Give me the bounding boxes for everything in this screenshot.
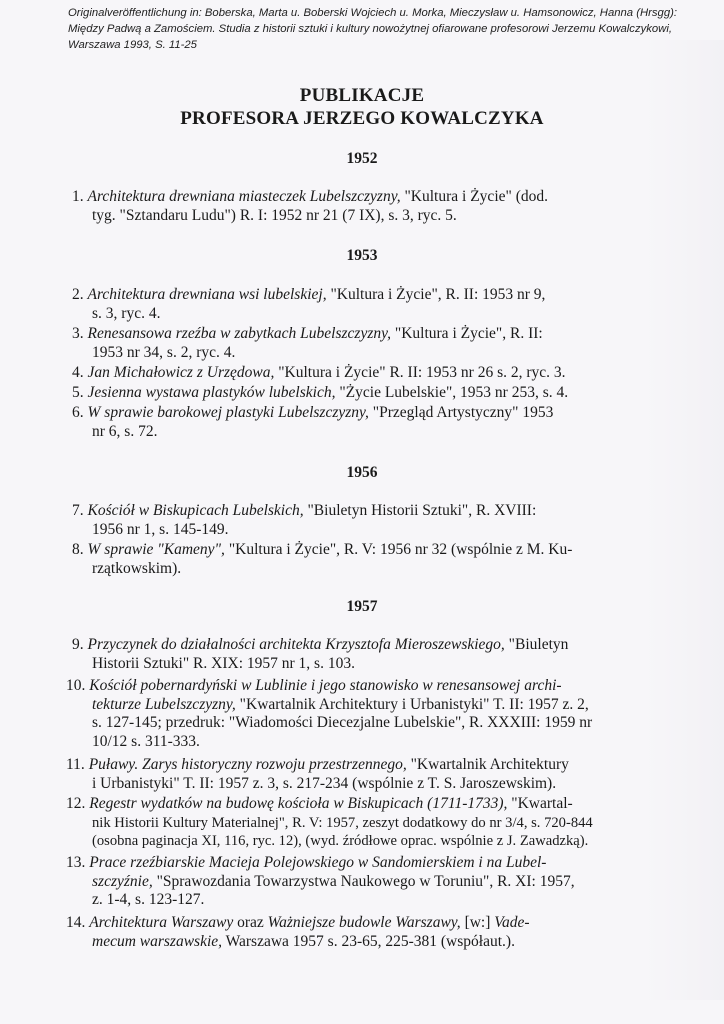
entry-title: Renesansowa rzeźba w zabytkach Lubelszczyzny, <box>87 325 392 342</box>
entry-title: W sprawie "Kameny", <box>87 541 225 558</box>
entry-continuation: tyg. "Sztandaru Ludu") R. I: 1952 nr 21 (7 IX), s. 3, ryc. 5. <box>92 206 457 224</box>
citation-line-1: Originalveröffentlichung in: Boberska, Marta u. Boberski Wojciech u. Morka, Mieczysław u. Hamsonowicz, Hanna (Hrsgg): <box>68 7 678 19</box>
entry-source: "Kultura i Życie" R. II: 1953 nr 26 s. 2, ryc. 3. <box>274 364 566 381</box>
bibliography-entry-6 <box>72 404 632 441</box>
entry-number: 5. <box>72 384 84 401</box>
entry-source: "Kwartal- <box>507 795 573 812</box>
entry-title: Architektura drewniana miasteczek Lubelszczyzny, <box>87 188 401 205</box>
entry-title: W sprawie barokowej plastyki Lubelszczyzny, <box>87 404 369 421</box>
entry-continuation: s. 3, ryc. 4. <box>92 304 161 322</box>
entry-number: 9. <box>72 636 84 653</box>
entry-number: 2. <box>72 286 84 303</box>
entry-number: 1. <box>72 188 84 205</box>
entry-title-continuation: szczyźnie, <box>92 872 153 890</box>
bibliography-entry-4 <box>72 364 632 383</box>
entry-title: Jesienna wystawa plastyków lubelskich, <box>87 384 336 401</box>
entry-source: "Kultura i Życie", R. V: 1956 nr 32 (wspólnie z M. Ku- <box>224 541 573 558</box>
entry-number: 14. <box>66 914 86 931</box>
entry-continuation: Historii Sztuki" R. XIX: 1957 nr 1, s. 103. <box>92 654 355 672</box>
citation-line-3: Warszawa 1993, S. 11-25 <box>68 39 197 51</box>
bibliography-entry-2 <box>72 286 632 323</box>
entry-container-title: Vade- <box>494 914 530 931</box>
entry-source: "Biuletyn Historii Sztuki", R. XVIII: <box>303 502 537 519</box>
entry-continuation: rzątkowskim). <box>92 559 182 577</box>
bibliography-entry-1 <box>72 188 632 225</box>
source-citation <box>68 5 718 53</box>
entry-continuation: nik Historii Kultury Materialnej", R. V: 1957, zeszyt dodatkowy do nr 3/4, s. 720-844 <box>92 814 593 831</box>
entry-number: 7. <box>72 502 84 519</box>
entry-number: 8. <box>72 541 84 558</box>
bibliography-entry-7 <box>72 502 632 539</box>
entry-source: "Przegląd Artystyczny" 1953 <box>368 404 554 421</box>
bibliography-entry-14 <box>66 914 632 951</box>
entry-continuation: 1956 nr 1, s. 145-149. <box>92 520 229 538</box>
entry-continuation: 10/12 s. 311-333. <box>92 732 200 750</box>
entry-number: 4. <box>72 364 84 381</box>
entry-continuation: s. 127-145; przedruk: "Wiadomości Diecezjalne Lubelskie", R. XXXIII: 1959 nr <box>92 714 593 731</box>
entry-continuation: z. 1-4, s. 123-127. <box>92 891 205 908</box>
year-heading-1957: 1957 <box>346 598 378 615</box>
entry-title: Przyczynek do działalności architekta Krzysztofa Mieroszewskiego, <box>87 636 505 653</box>
entry-continuation: 1953 nr 34, s. 2, ryc. 4. <box>92 343 236 361</box>
entry-connector: oraz <box>233 914 268 931</box>
entry-continuation: nr 6, s. 72. <box>92 422 158 440</box>
entry-title: Architektura Warszawy <box>89 914 234 931</box>
page-title-line-1: PUBLIKACJE <box>299 85 425 106</box>
bibliography-entry-3 <box>72 325 632 362</box>
entry-title: Kościół w Biskupicach Lubelskich, <box>87 502 304 519</box>
entry-number: 11. <box>66 756 85 773</box>
entry-source: "Kultura i Życie", R. II: 1953 nr 9, <box>326 286 546 303</box>
entry-source: "Kultura i Życie" (dod. <box>400 188 548 205</box>
entry-title-2: Ważniejsze budowle Warszawy, <box>267 914 461 931</box>
entry-number: 12. <box>66 795 86 812</box>
year-heading-1953: 1953 <box>346 247 378 264</box>
bleed-through-shadow <box>644 40 724 1000</box>
entry-title: Jan Michałowicz z Urzędowa, <box>87 364 275 381</box>
entry-container-title-continuation: mecum warszawskie, <box>92 932 223 950</box>
bibliography-entry-10 <box>66 677 632 751</box>
entry-title: Kościół pobernardyński w Lublinie i jego stanowisko w renesansowej archi- <box>89 677 562 694</box>
bibliography-entry-12 <box>66 795 632 851</box>
entry-number: 10. <box>66 677 86 694</box>
page-title-line-2: PROFESORA JERZEGO KOWALCZYKA <box>180 108 544 129</box>
bibliography-entry-5 <box>72 384 632 403</box>
entry-continuation: (osobna paginacja XI, 116, ryc. 12), (wyd. źródłowe oprac. wspólnie z J. Zawadzką). <box>92 833 589 849</box>
entry-title: Puławy. Zarys historyczny rozwoju przestrzennego, <box>88 756 407 773</box>
bibliography-entry-8 <box>72 541 632 578</box>
year-heading-1956: 1956 <box>346 464 378 481</box>
entry-number: 6. <box>72 404 84 421</box>
entry-number: 3. <box>72 325 84 342</box>
entry-source: Warszawa 1957 s. 23-65, 225-381 (współaut.). <box>222 932 515 950</box>
entry-source: "Kwartalnik Architektury <box>406 756 569 773</box>
entry-title-continuation: tekturze Lubelszczyzny, <box>92 695 236 713</box>
bibliography-entry-9 <box>72 636 632 673</box>
entry-source: "Sprawozdania Towarzystwa Naukowego w Toruniu", R. XI: 1957, <box>152 872 575 890</box>
entry-source: "Kwartalnik Architektury i Urbanistyki" T. II: 1957 z. 2, <box>235 695 589 713</box>
entry-source: "Kultura i Życie", R. II: <box>391 325 543 342</box>
entry-number: 13. <box>66 854 86 871</box>
entry-in: [w:] <box>460 914 495 931</box>
entry-continuation: i Urbanistyki" T. II: 1957 z. 3, s. 217-234 (wspólnie z T. S. Jaroszewskim). <box>92 774 557 792</box>
bibliography-entry-13 <box>66 854 632 910</box>
entry-title: Prace rzeźbiarskie Macieja Polejowskiego w Sandomierskiem i na Lubel- <box>89 854 547 871</box>
citation-line-2: Między Padwą a Zamościem. Studia z historii sztuki i kultury nowożytnej ofiarowane profesorowi Jerzemu Kowalczykowi, <box>68 23 672 35</box>
year-heading-1952: 1952 <box>346 150 378 167</box>
entry-title: Architektura drewniana wsi lubelskiej, <box>87 286 327 303</box>
entry-source: "Biuletyn <box>504 636 569 653</box>
bibliography-entry-11 <box>66 756 632 793</box>
entry-title: Regestr wydatków na budowę kościoła w Biskupicach (1711-1733), <box>89 795 508 812</box>
entry-source: "Życie Lubelskie", 1953 nr 253, s. 4. <box>335 384 569 401</box>
